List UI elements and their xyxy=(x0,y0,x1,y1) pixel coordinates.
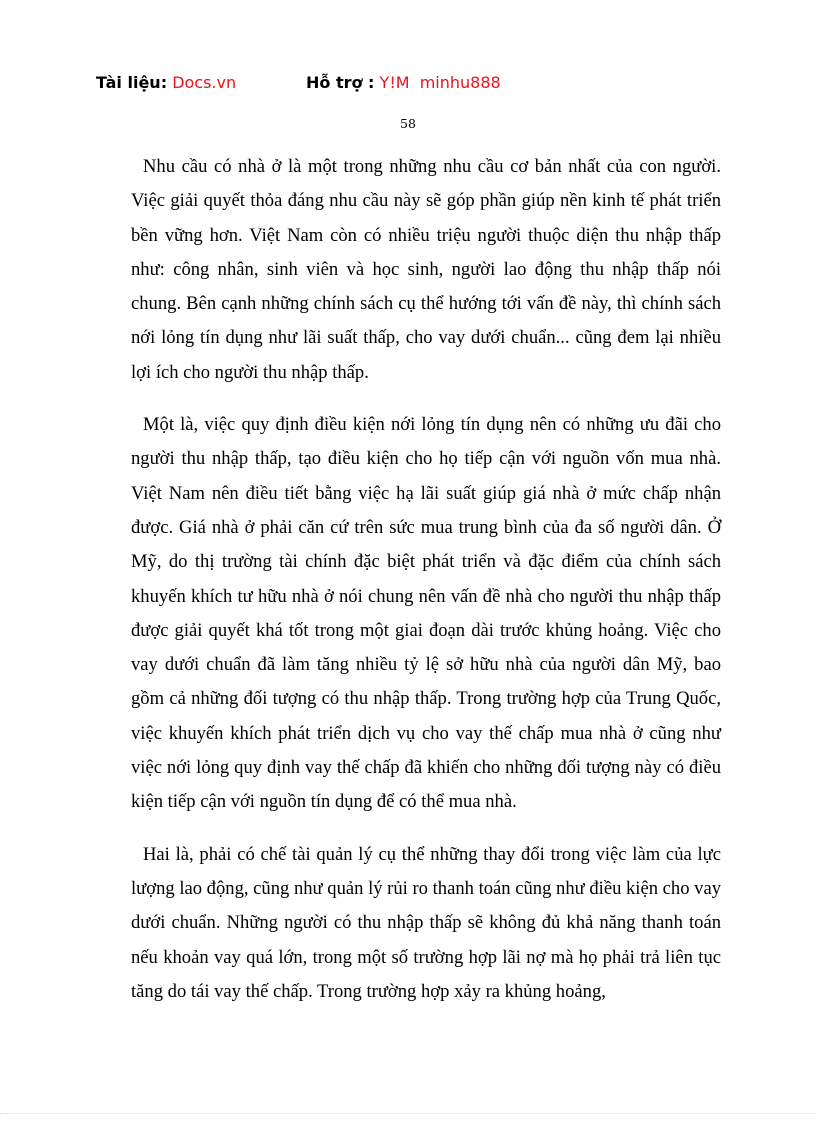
page-bottom-border xyxy=(0,1113,816,1114)
page-number: 58 xyxy=(400,116,416,131)
paragraph-point-two: Hai là, phải có chế tài quản lý cụ thể những thay đổi trong việc làm của lực lượng lao động, cũng như quản lý rủi ro thanh toán cũng như điều kiện cho vay dưới chuẩn. Những người có thu nhập thấp sẽ không đủ khả năng thanh toán nếu khoản vay quá lớn, trong một số trường hợp lãi nợ mà họ phải trả liên tục tăng do tái vay thế chấp. Trong trường hợp xảy ra khủng hoảng, xyxy=(131,843,722,1002)
document-body xyxy=(131,150,721,1027)
source-credit xyxy=(96,73,236,92)
paragraph-intro: Nhu cầu có nhà ở là một trong những nhu cầu cơ bản nhất của con người. Việc giải quyết thỏa đáng nhu cầu này sẽ góp phần giúp nền kinh tế phát triển bền vững hơn. Việt Nam còn có nhiều triệu người thuộc diện thu nhập thấp như: công nhân, sinh viên và học sinh, người lao động thu nhập thấp nói chung. Bên cạnh những chính sách cụ thể hướng tới vấn đề này, thì chính sách nới lỏng tín dụng như lãi suất thấp, cho vay dưới chuẩn... cũng đem lại nhiều lợi ích cho người thu nhập thấp. xyxy=(131,156,721,383)
source-label: Tài liệu: xyxy=(96,73,168,92)
support-contact[interactable]: Y!M minhu888 xyxy=(379,73,501,92)
page-header xyxy=(96,73,736,97)
source-link[interactable]: Docs.vn xyxy=(172,73,237,92)
support-label: Hỗ trợ : xyxy=(306,73,375,92)
support-credit xyxy=(306,73,501,92)
paragraph-point-one: Một là, việc quy định điều kiện nới lỏng tín dụng nên có những ưu đãi cho người thu nhập thấp, tạo điều kiện cho họ tiếp cận với nguồn vốn mua nhà. Việt Nam nên điều tiết bằng việc hạ lãi suất giúp giá nhà ở mức chấp nhận được. Giá nhà ở phải căn cứ trên sức mua trung bình của đa số người dân. Ở Mỹ, do thị trường tài chính đặc biệt phát triển và đặc điểm của chính sách khuyến khích tư hữu nhà ở nói chung nên vấn đề nhà cho người thu nhập thấp được giải quyết khá tốt trong một giai đoạn dài trước khủng hoảng. Việc cho vay dưới chuẩn đã làm tăng nhiều tỷ lệ sở hữu nhà của người dân Mỹ, bao gồm cả những đối tượng có thu nhập thấp. Trong trường hợp của Trung Quốc, việc khuyến khích phát triển dịch vụ cho vay thế chấp mua nhà ở cũng như việc nới lỏng quy định vay thế chấp đã khiến cho những đối tượng này có điều kiện tiếp cận với nguồn tín dụng để có thể mua nhà. xyxy=(131,414,721,813)
